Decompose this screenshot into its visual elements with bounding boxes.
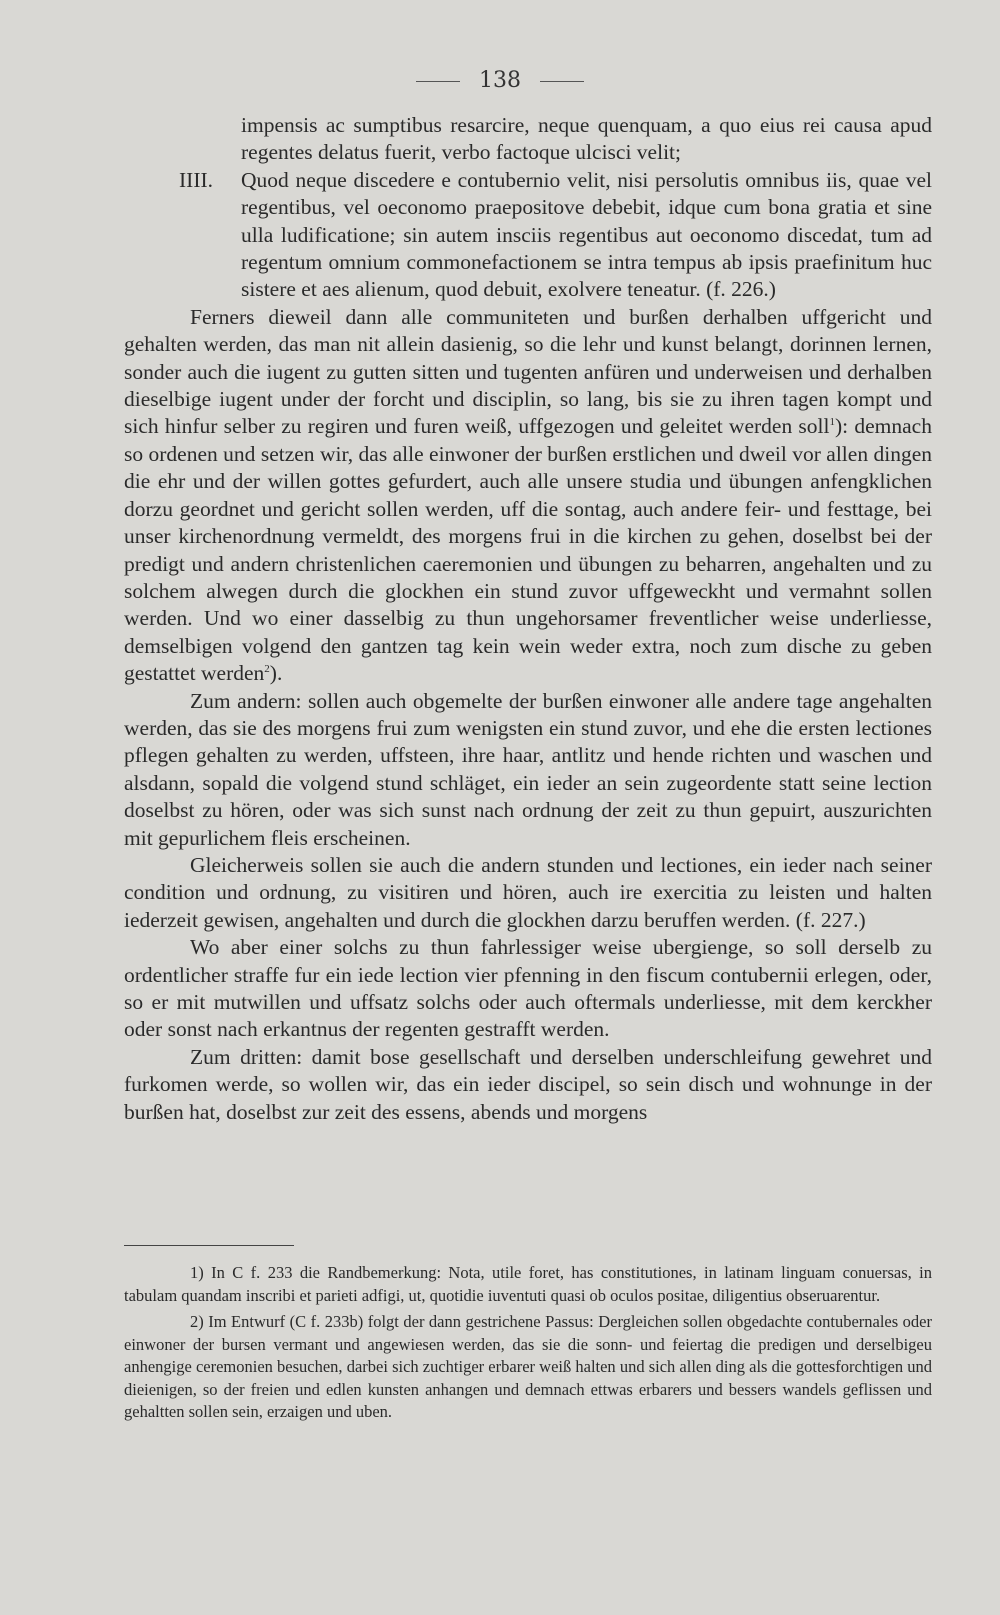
paragraph-ferners: [124, 304, 932, 688]
footnote-1: 1) In C f. 233 die Randbemerkung: Nota, utile foret, has constitutiones, in latinam linguam conuersas, in tabulam quandam inscribi et parieti adfigi, ut, quotidie iuventuti quasi ob oculos positae, diligentius obseruarentur.: [124, 1263, 932, 1305]
latin-continuation: impensis ac sumptibus resarcire, neque quenquam, a quo eius rei causa apud regentes delatus fuerit, verbo factoque ulcisci velit;: [241, 113, 932, 165]
paragraph-wo-aber: Wo aber einer solchs zu thun fahrlessiger weise ubergienge, so soll derselb zu ordentlicher straffe fur ein iede lection vier pfenning in den fiscum contubernii erlegen, oder, so er mit mutwillen und uffsatz solchs oder auch oftermals underliesse, mit dem kerckher oder sonst nach erkantnus der regenten gestrafft werden.: [124, 935, 932, 1042]
footnote-ref-1: 1: [829, 416, 835, 429]
paragraph-zum-andern: Zum andern: sollen auch obgemelte der burßen einwoner alle andere tage angehalten werden, das sie des morgens frui zum wenigsten ein stund zuvor, und ehe die ersten lectiones pflegen gehalten zu werden, uffsteen, ihre haar, antlitz und hende richten und waschen und alsdann, sopald die volgend stund schläget, ein ieder an sein zugeordente statt seine lection doselbst zu hören, oder was sich sunst nach ordnung der zeit zu thun gepuirt, auszurichten mit gepurlichem fleis erscheinen.: [124, 688, 932, 850]
paragraph-text: Ferners dieweil dann alle communiteten und burßen derhalben uffgericht und gehalten werden, das man nit allein dasienig, so die lehr und kunst belangt, dorinnen lernen, sonder auch die iugent zu gutten sitten und tugenten anfüren und underweisen und derhalben dieselbige iugent under der forcht und disciplin, so lang, bis sie zu ihren tagen kompt und sich hinfur selber zu regiren und furen weiß, uffgezogen und geleitet werden soll: [124, 304, 932, 439]
header-rule-left: [416, 81, 460, 82]
item-number: IIII.: [179, 167, 214, 192]
page-number: 138: [479, 68, 521, 93]
latin-item-4: [179, 167, 932, 304]
footnote-divider: [124, 1245, 294, 1246]
footnote-ref-2: 2: [264, 662, 270, 675]
main-text: [124, 112, 932, 1126]
page-header: [0, 68, 1000, 93]
item-text: Quod neque discedere e contubernio velit, nisi persolutis omnibus iis, quae vel regentibus, vel oeconomo praepositove debebit, idque cum bona gratia et sine ulla ludificatione; sin autem insciis regentibus aut oeconomo discedat, tum ad regentum omnium commonefactionem se intra tempus ab ipsis praefinitum huc sistere et aes alienum, quod debuit, exolvere teneatur. (f. 226.): [241, 167, 932, 302]
paragraph-text-cont: ): demnach so ordenen und setzen wir, das alle einwoner der burßen erstlichen und dweil vor allen dingen die ehr und der willen gottes gefurdert, auch alle unsere studia und übungen anfengklichen dorzu geordnet und gericht sollen werden, uff die sontag, auch andere feir- und festtage, bei unser kirchenordnung vermeldt, des morgens frui in die kirchen zu gehen, doselbst bei der predigt und andern christenlichen caeremonien und übungen zu beharren, angehalten und zu solchem alwegen durch die glockhen ein stund zuvor uffgeweckht und vermahnt sollen werden. Und wo einer dasselbig zu thun ungehorsamer freventlicher weise underliesse, demselbigen volgend den gantzen tag kein wein weder extra, noch zum dische zu geben gestattet werden: [124, 414, 932, 686]
paragraph-text-end: ).: [269, 661, 283, 686]
paragraph-gleicherweis: Gleicherweis sollen sie auch die andern stunden und lectiones, ein ieder nach seiner condition und ordnung, zu visitiren und hören, auch ire exercitia zu leisten und halten iederzeit gewisen, angehalten und durch die glockhen darzu beruffen werden. (f. 227.): [124, 852, 932, 932]
header-rule-right: [540, 81, 584, 82]
footnotes: [124, 1262, 932, 1428]
footnote-2: 2) Im Entwurf (C f. 233b) folgt der dann gestrichene Passus: Dergleichen sollen obgedachte contubernales oder einwoner der bursen vermant und angewiesen werden, das sie die sonn- und feiertag die predigen und derselbigeu anhengige ceremonien besuchen, darbei sich zuchtiger erbarer weiß halten und sich allen ding als die gottesforchtigen und dieienigen, so der freien und edlen kunsten anhangen und demnach ettwas erbarers und bessers wandels geflissen und gehaltten sollen sein, erzaigen und uben.: [124, 1312, 932, 1421]
paragraph-zum-dritten: Zum dritten: damit bose gesellschaft und derselben underschleifung gewehret und furkomen werde, so wollen wir, das ein ieder discipel, so sein disch und wohnunge in der burßen hat, doselbst zur zeit des essens, abends und morgens: [124, 1044, 932, 1124]
